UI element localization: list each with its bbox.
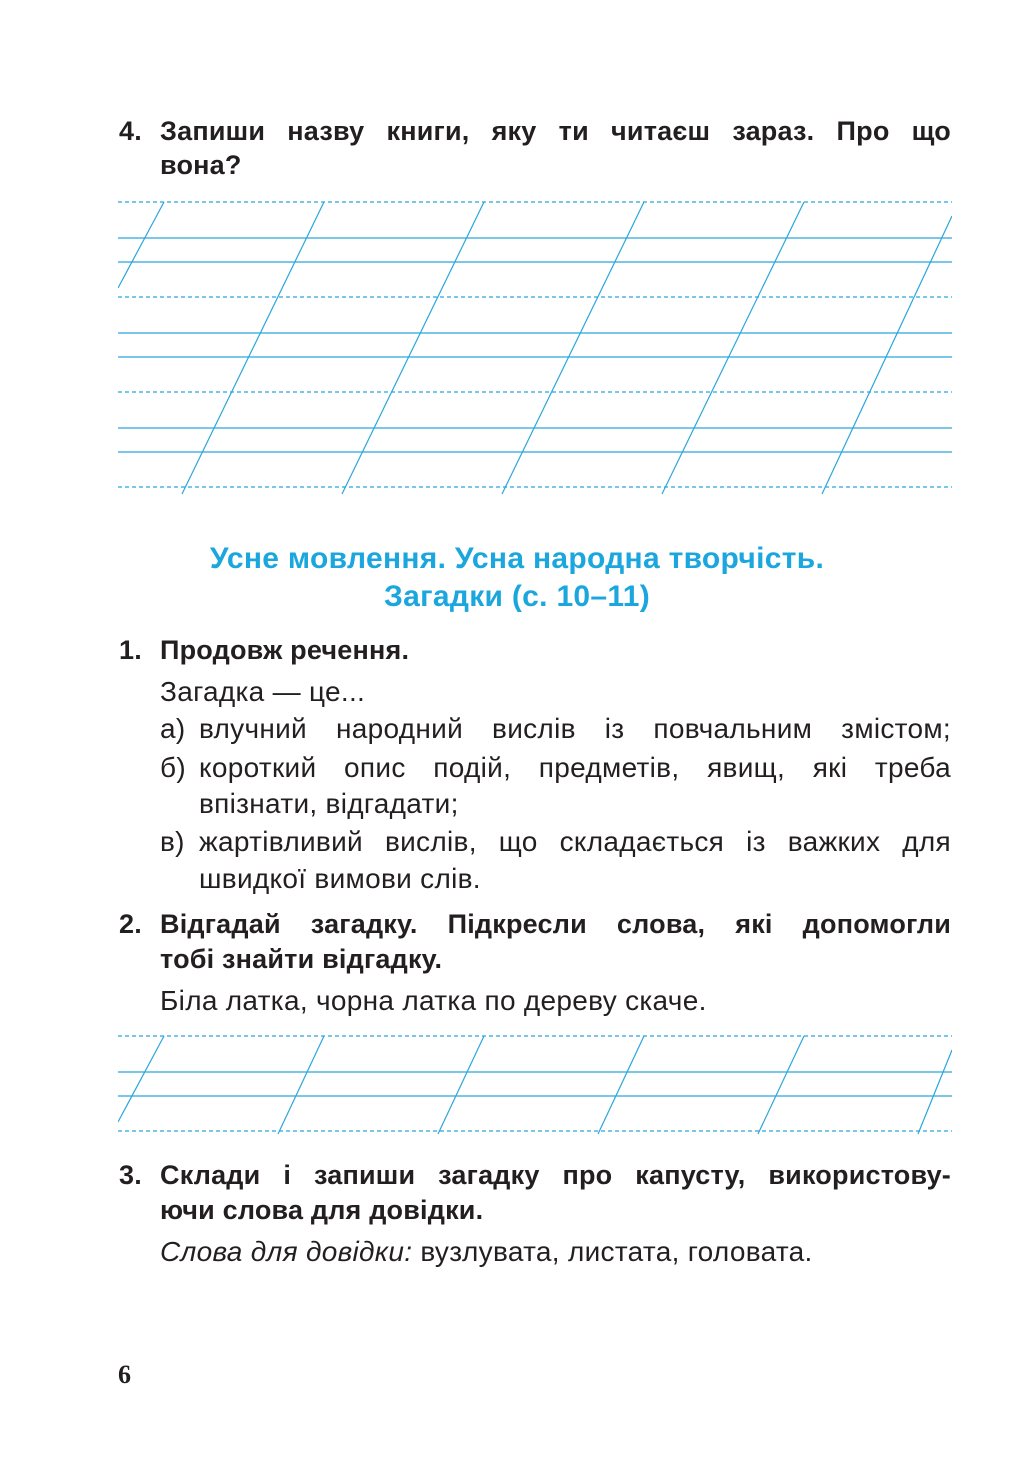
slant-lines (118, 1036, 952, 1134)
option-a-text: влучний народний вислів із повчальним змістом; (199, 713, 951, 744)
task-3-number: 3. (119, 1160, 142, 1190)
exercise-4-line1: Запиши назву книги, яку ти читаєш зараз. Про що (160, 116, 951, 146)
hint-words: вузлувата, листата, головата. (412, 1236, 813, 1267)
option-c-letter: в) (160, 826, 185, 857)
task-1-stem: Загадка — це... (160, 676, 366, 707)
task-1-number: 1. (119, 635, 142, 665)
exercise-4-line2: вона? (160, 150, 242, 180)
option-c-text-line2: швидкої вимови слів. (199, 863, 481, 894)
writing-lines-block-2[interactable] (118, 1030, 952, 1140)
writing-lines-block-1[interactable] (118, 196, 952, 496)
horizontal-rulings (118, 202, 952, 487)
task-2-riddle: Біла латка, чорна латка по дереву скаче. (160, 985, 707, 1016)
task-2-number: 2. (119, 909, 142, 939)
section-title-line1: Усне мовлення. Усна народна творчість. (209, 542, 825, 575)
option-c-text-line1: жартівливий вислів, що складається із важких для (199, 826, 951, 857)
exercise-4-number: 4. (119, 116, 142, 146)
task-2-line1: Відгадай загадку. Підкресли слова, які допомогли (160, 909, 951, 939)
horizontal-rulings (118, 1036, 952, 1131)
task-3-line2: ючи слова для довідки. (160, 1195, 484, 1225)
task-3-line1: Склади і запиши загадку про капусту, використову- (160, 1160, 951, 1190)
option-b-text-line2: впізнати, відгадати; (199, 788, 459, 819)
task-1-title: Продовж речення. (160, 635, 410, 665)
slant-lines (118, 202, 952, 494)
task-2-line2: тобі знайти відгадку. (160, 944, 443, 974)
option-b-text-line1: короткий опис подій, предметів, явищ, які треба (199, 752, 951, 783)
option-a-letter: а) (160, 713, 186, 744)
section-title-line2: Загадки (с. 10–11) (384, 580, 650, 613)
task-3-hint (160, 1233, 813, 1270)
page-number: 6 (118, 1360, 131, 1389)
option-b-letter: б) (160, 752, 186, 783)
hint-label: Слова для довідки: (160, 1236, 413, 1267)
